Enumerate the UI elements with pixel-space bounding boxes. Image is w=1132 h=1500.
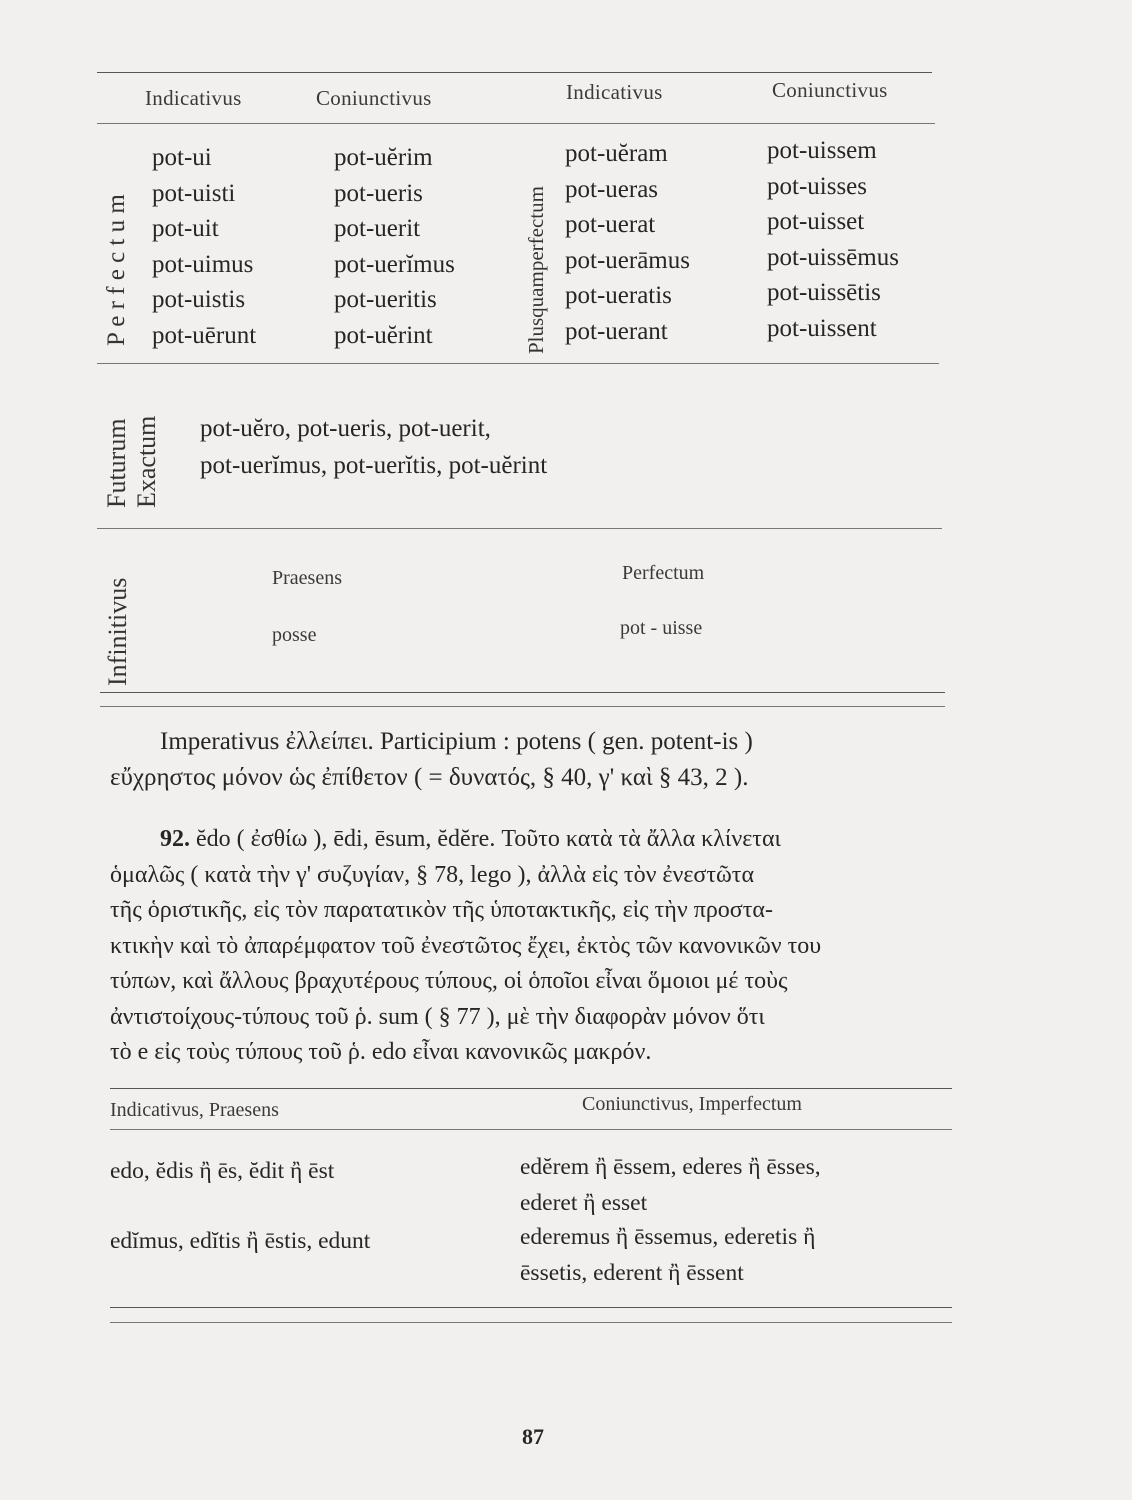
header-perfectum-indicativus: Indicativus xyxy=(145,86,242,110)
table2-right-row2 xyxy=(520,1220,815,1291)
infinitivus-praesens-value: posse xyxy=(272,624,317,646)
plusquamperfectum-side-label: Plusquamperfectum xyxy=(524,186,548,354)
form-cell: pot-ueris xyxy=(334,179,423,207)
form-line: edĕrem ἢ ēssem, ederes ἢ ēsses, xyxy=(520,1154,821,1180)
form-cell: pot-uerant xyxy=(565,317,668,345)
table1-bottom-rule-2 xyxy=(100,706,945,707)
form-cell: pot-uisti xyxy=(152,179,236,207)
header-plusquam-coniunctivus: Coniunctivus xyxy=(772,78,888,102)
futurum-forms xyxy=(200,410,547,484)
table2-header-left: Indicativus, Praesens xyxy=(110,1099,279,1121)
futurum-side-label: Futurum xyxy=(102,418,131,508)
text-line: τύπων, καὶ ἄλλους βραχυτέρους τύπους, οἱ ὁποῖοι εἶναι ὅμοιοι μέ τοὺς xyxy=(110,968,788,994)
exactum-side-label: Exactum xyxy=(132,415,161,508)
infinitivus-side-label: Infinitivus xyxy=(103,577,132,686)
form-cell: pot-uĕrint xyxy=(334,321,433,349)
participium-paragraph xyxy=(110,724,950,795)
plusquam-coniunctivus-column xyxy=(767,133,899,346)
form-line: ederemus ἢ ēssemus, ederetis ἢ xyxy=(520,1224,816,1250)
form-cell: pot-uisses xyxy=(767,172,867,200)
section-number: 92. xyxy=(160,826,190,852)
table1-header-rule xyxy=(97,123,935,124)
table2-left-row2: edĭmus, edĭtis ἢ ēstis, edunt xyxy=(110,1228,371,1254)
table2-bottom-rule-2 xyxy=(110,1322,952,1323)
form-line: ederet ἢ esset xyxy=(520,1189,648,1216)
text-line: τῆς ὁριστικῆς, εἰς τὸν παρατατικὸν τῆς ὑποτακτικῆς, εἰς τὴν προστα- xyxy=(110,897,773,923)
header-plusquam-indicativus: Indicativus xyxy=(566,80,663,104)
form-cell: pot-ueras xyxy=(565,175,659,203)
infinitivus-perfectum-header: Perfectum xyxy=(622,562,705,584)
table2-header-rule xyxy=(110,1129,952,1130)
form-cell: pot-uistis xyxy=(152,286,246,313)
text-line: κτικὴν καὶ τὸ ἀπαρέμφατον τοῦ ἐνεστῶτος ἔχει, ἐκτὸς τῶν κανονικῶν του xyxy=(110,932,822,959)
table2-bottom-rule xyxy=(110,1307,952,1308)
text-line: τὸ e εἰς τοὺς τύπους τοῦ ῥ. edo εἶναι κανονικῶς μακρόν. xyxy=(110,1039,652,1065)
form-cell: pot-uerāmus xyxy=(565,246,690,274)
plusquam-indicativus-column xyxy=(565,136,690,349)
infinitivus-perfectum-value: pot - uisse xyxy=(620,617,703,639)
form-cell: pot-uit xyxy=(152,215,219,242)
perfectum-indicativus-column xyxy=(152,140,256,353)
header-perfectum-coniunctivus: Coniunctivus xyxy=(316,86,432,110)
table2-left-row1: edo, ĕdis ἢ ēs, ĕdit ἢ ēst xyxy=(110,1158,335,1184)
table2-header-right: Coniunctivus, Imperfectum xyxy=(582,1093,802,1115)
form-cell: pot-ui xyxy=(152,144,212,171)
text-line: ĕdo ( ἐσθίω ), ēdi, ēsum, ĕdĕre. Τοῦτο κατὰ τὰ ἄλλα κλίνεται xyxy=(196,826,781,852)
table1-top-rule xyxy=(97,72,932,73)
form-line: ēssetis, ederent ἢ ēssent xyxy=(520,1259,744,1286)
table1-bottom-rule xyxy=(100,692,945,693)
form-cell: pot-ueratis xyxy=(565,282,672,309)
table1-rule-after-futurum xyxy=(97,528,942,529)
form-cell: pot-uimus xyxy=(152,250,254,278)
table2-top-rule xyxy=(110,1088,952,1089)
form-cell: pot-uissem xyxy=(767,137,877,164)
perfectum-coniunctivus-column xyxy=(334,140,455,353)
form-cell: pot-uissent xyxy=(767,314,877,342)
form-cell: pot-uĕram xyxy=(565,140,668,167)
text-line: Imperativus ἐλλείπει. Participium : potens ( gen. potent-is ) xyxy=(160,728,753,755)
futurum-line: pot-uerĭmus, pot-uerĭtis, pot-uĕrint xyxy=(200,452,548,479)
page-number: 87 xyxy=(522,1424,544,1449)
form-cell: pot-uĕrim xyxy=(334,144,433,171)
text-line: ὁμαλῶς ( κατὰ τὴν γ' συζυγίαν, § 78, lego ), ἀλλὰ εἰς τὸν ἐνεστῶτα xyxy=(110,861,755,888)
infinitivus-praesens-header: Praesens xyxy=(272,567,342,589)
section-92-paragraph xyxy=(110,822,950,1071)
perfectum-side-label: P e r f e c t u m xyxy=(103,194,130,346)
form-cell: pot-uisset xyxy=(767,208,865,235)
table1-rule-after-perfectum xyxy=(97,363,939,364)
table2-right-row1 xyxy=(520,1150,821,1221)
form-cell: pot-uerit xyxy=(334,215,421,242)
form-cell: pot-uissētis xyxy=(767,279,881,306)
text-line: εὔχρηστος μόνον ὡς ἐπίθετον ( = δυνατός, § 40, γ' καὶ § 43, 2 ). xyxy=(110,763,749,791)
futurum-line: pot-uĕro, pot-ueris, pot-uerit, xyxy=(200,415,491,442)
form-cell: pot-uerĭmus xyxy=(334,250,455,278)
form-cell: pot-uērunt xyxy=(152,321,257,349)
form-cell: pot-uissēmus xyxy=(767,243,899,271)
form-cell: pot-uerat xyxy=(565,211,656,238)
form-cell: pot-ueritis xyxy=(334,286,437,313)
text-line: ἀντιστοίχους-τύπους τοῦ ῥ. sum ( § 77 ), μὲ τὴν διαφορὰν μόνον ὅτι xyxy=(110,1003,765,1030)
